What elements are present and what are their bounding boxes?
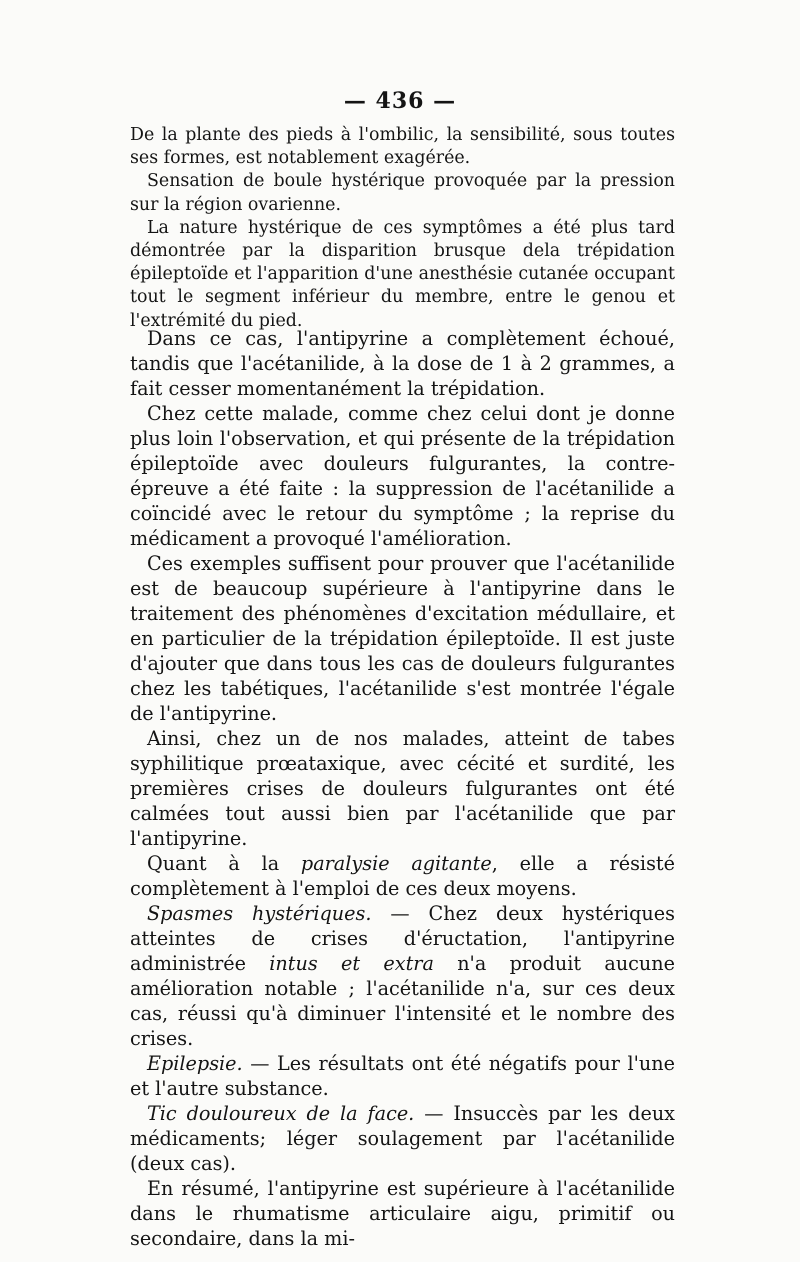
paragraph: Chez cette malade, comme chez celui dont je donne plus loin l'observation, et qui présente de la trépidation épileptoïde avec douleurs fulgurantes, la contre-épreuve a été faite : la suppression de l'acétanilide a coïncidé avec le retour du symptôme ; la reprise du médicament a provoqué l'amélioration.	[130, 402, 675, 550]
italic-term: paralysie agitante	[300, 852, 492, 875]
paragraph-text: n'a produit aucune amélioration notable ; l'acétanilide n'a, sur ces deux cas, réussi qu'à diminuer l'intensité et le nombre des crises.	[130, 952, 675, 1050]
paragraph	[130, 1051, 675, 1101]
paragraph: Ces exemples suffisent pour prouver que l'acétanilide est de beaucoup supérieure à l'antipyrine dans le traitement des phénomènes d'excitation médullaire, et en particulier de la trépidation épileptoïde. Il est juste d'ajouter que dans tous les cas de douleurs fulgurantes chez les tabétiques, l'acétanilide s'est montrée l'égale de l'antipyrine.	[130, 552, 675, 725]
paragraph: Dans ce cas, l'antipyrine a complètement échoué, tandis que l'acétanilide, à la dose de 1 à 2 grammes, a fait cesser momentanément la trépidation.	[130, 327, 675, 400]
paragraph: Ainsi, chez un de nos malades, atteint de tabes syphilitique prœataxique, avec cécité et surdité, les premières crises de douleurs fulgurantes ont été calmées tout aussi bien par l'acétanilide que par l'antipyrine.	[130, 727, 675, 850]
paragraph-text: — Chez deux hystériques atteintes de crises d'éructation, l'antipyrine administrée	[130, 902, 675, 975]
paragraph-text: , elle a résisté complètement à l'emploi de ces deux moyens.	[130, 852, 675, 900]
paragraph: De la plante des pieds à l'ombilic, la sensibilité, sous toutes ses formes, est notablement exagérée.	[130, 125, 675, 169]
paragraph-text: — Les résultats ont été négatifs pour l'une et l'autre substance.	[130, 1052, 675, 1100]
italic-term: intus et extra	[269, 952, 434, 975]
paragraph	[130, 901, 675, 1051]
paragraph: En résumé, l'antipyrine est supérieure à l'acétanilide dans le rhumatisme articulaire aigu, primitif ou secondaire, dans la mi-	[130, 1177, 675, 1250]
paragraph: La nature hystérique de ces symptômes a été plus tard démontrée par la disparition brusque dela trépidation épileptoïde et l'apparition d'une anesthésie cutanée occupant tout le segment inférieur du membre, entre le genou et l'extrémité du pied.	[130, 217, 675, 331]
paragraph	[130, 1101, 675, 1176]
paragraph-text: Quant à la	[147, 852, 301, 875]
page-number: — 436 —	[343, 88, 457, 114]
paragraph: Sensation de boule hystérique provoquée par la pression sur la région ovarienne.	[130, 171, 675, 215]
section-heading: Spasmes hystériques.	[147, 902, 372, 925]
paragraph-text: — Insuccès par les deux médicaments; léger soulagement par l'acétanilide (deux cas).	[130, 1102, 675, 1175]
observation-section	[130, 124, 675, 333]
discussion-section	[130, 326, 675, 1251]
section-heading: Tic douloureux de la face.	[147, 1102, 415, 1125]
paragraph	[130, 851, 675, 901]
section-heading: Epilepsie.	[147, 1052, 243, 1075]
